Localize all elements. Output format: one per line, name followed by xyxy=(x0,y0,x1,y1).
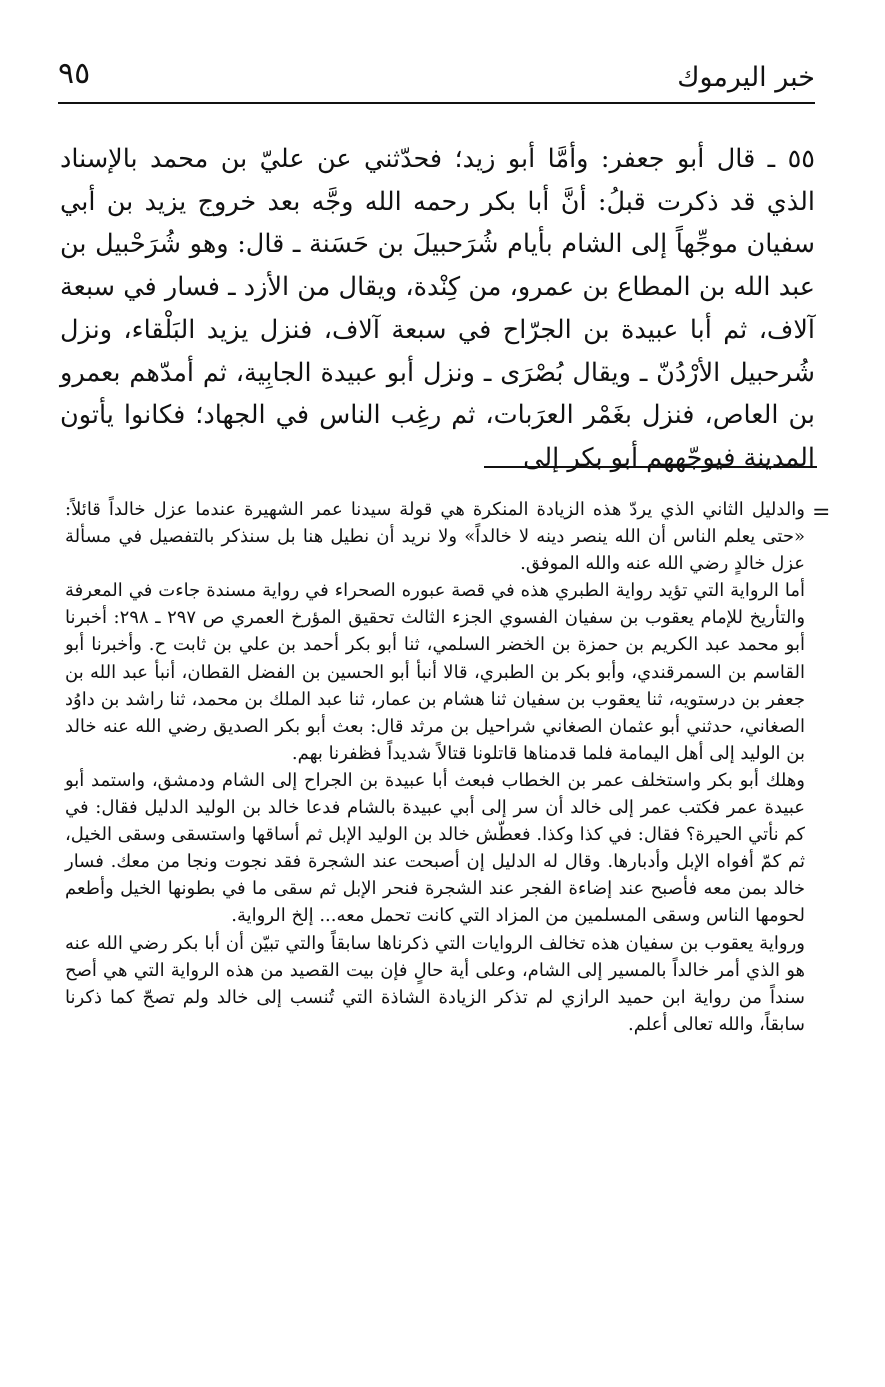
page-number: ٩٥ xyxy=(58,56,91,91)
running-title: خبر اليرموك xyxy=(677,62,815,93)
footnote-paragraph: والدليل الثاني الذي يردّ هذه الزيادة المنكرة هي قولة سيدنا عمر الشهيرة عندما عزل خالداً قائلاً: «حتى يعلم الناس أن الله ينصر دينه لا خالداً» ولا نريد أن نطيل هنا بل سنذكر بالتفصيل في مسألة عزل خالدٍ رضي الله عنه والله الموفق. xyxy=(65,499,805,575)
footnote-paragraph: وهلك أبو بكر واستخلف عمر بن الخطاب فبعث أبا عبيدة بن الجراح إلى الشام ودمشق، واستمد أبو عبيدة عمر فكتب عمر إلى خالد أن سر إلى أبي عبيدة بالشام فدعا خالد بن الوليد الدليل فقال: في كم نأتي الحيرة؟ فقال: في كذا وكذا. فعطّش خالد بن الوليد الإبل ثم أساقها واستسقى وسقى الخيل، ثم كمّ أفواه الإبل وأدبارها. وقال له الدليل إن أصبحت عند الشجرة فقد نجوت ونجا من معك. فسار خالد بمن معه فأصبح عند إضاءة الفجر عند الشجرة فنحر الإبل ثم سقى ما في بطونها الخيل وأطعم لحومها الناس وسقى المسلمين من المزاد التي كانت تحمل معه... إلخ الرواية. xyxy=(65,769,805,927)
footnotes xyxy=(65,496,805,1038)
footnote-continuation-marker: = xyxy=(812,500,831,525)
footnote-paragraph: أما الرواية التي تؤيد رواية الطبري هذه في قصة عبوره الصحراء في رواية مسندة جاءت في المعرفة والتأريخ للإمام يعقوب بن سفيان الفسوي الجزء الثالث تحقيق المؤرخ العمري ص ٢٩٧ ـ ٢٩٨: أخبرنا أبو محمد عبد الكريم بن حمزة بن الخضر السلمي، ثنا أبو بكر أحمد بن علي بن ثابت ح. وأخبرنا أبو القاسم بن السمرقندي، وأبو بكر بن الطبري، قالا أنبأ أبو الحسين بن الفضل القطان، أنبأ عبد الله بن جعفر بن درستويه، ثنا يعقوب بن سفيان ثنا هشام بن عمار، ثنا عبد الملك بن محمد، ثنا راشد بن داوُد الصغاني، حدثني أبو عثمان الصغاني شراحيل بن مرثد قال: بعث أبو بكر الصديق رضي الله عنه خالد بن الوليد إلى أهل اليمامة فلما قدمناها قاتلونا قتالاً شديداً فظفرنا بهم. xyxy=(65,580,806,764)
page-header xyxy=(58,52,815,104)
footnote-divider xyxy=(484,466,817,468)
main-paragraph: ٥٥ ـ قال أبو جعفر: وأمَّا أبو زيد؛ فحدّثني عن عليّ بن محمد بالإسناد الذي قد ذكرت قبلُ: أنَّ أبا بكر رحمه الله وجَّه بعد خروج يزيد بن أبي سفيان موجِّهاً إلى الشام بأيام شُرَحبيلَ بن حَسَنة ـ قال: وهو شُرَحْبيل بن عبد الله بن المطاع بن عمرو، من كِنْدة، ويقال من الأزد ـ فسار في سبعة آلاف، ثم أبا عبيدة بن الجرّاح في سبعة آلاف، فنزل يزيد البَلْقاء، ونزل شُرحبيل الأرْدُنّ ـ ويقال بُصْرَى ـ ونزل أبو عبيدة الجابِية، ثم أمدّهم بعمرو بن العاص، فنزل بغَمْر العرَبات، ثم رغِب الناس في الجهاد؛ فكانوا يأتون المدينة فيوجّههم أبو بكر إلى xyxy=(60,144,815,473)
footnote-paragraph: ورواية يعقوب بن سفيان هذه تخالف الروايات التي ذكرناها سابقاً والتي تبيّن أن أبا بكر رضي الله عنه هو الذي أمر خالداً بالمسير إلى الشام، وعلى أية حالٍ فإن بيت القصيد من هذه الرواية التي هي أصح سنداً من رواية ابن حميد الرازي لم تذكر الزيادة الشاذة التي تُنسب إلى خالد ولم تصحّ كما ذكرنا سابقاً، والله تعالى أعلم. xyxy=(65,932,805,1035)
